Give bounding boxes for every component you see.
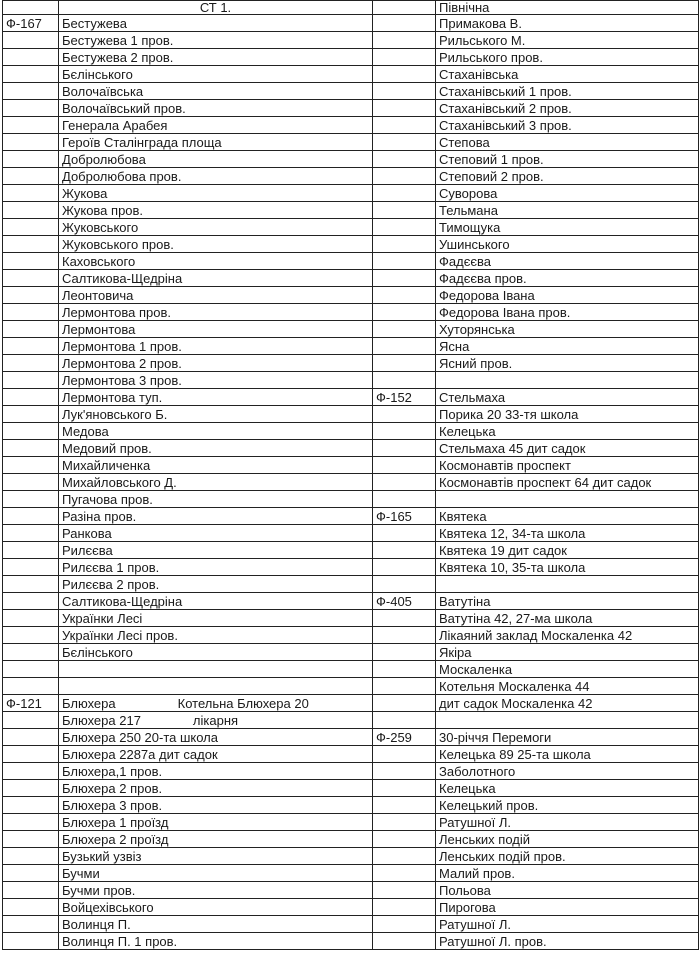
feeder-code-left [3, 661, 59, 678]
street-right: Стельмаха [436, 389, 699, 406]
feeder-code-left [3, 338, 59, 355]
feeder-code-right [373, 236, 436, 253]
feeder-code-right [373, 474, 436, 491]
feeder-code-right [373, 66, 436, 83]
table-row [3, 474, 699, 491]
table-row [3, 644, 699, 661]
header-section-title: СТ 1. [59, 1, 373, 15]
feeder-code-right [373, 372, 436, 389]
street-right: Якіра [436, 644, 699, 661]
feeder-code-right [373, 253, 436, 270]
street-left: Волинця П. [59, 916, 373, 933]
table-row [3, 916, 699, 933]
street-right: Ватутіна [436, 593, 699, 610]
street-left: Жуковського [59, 219, 373, 236]
table-row [3, 66, 699, 83]
feeder-code-left [3, 882, 59, 899]
table-row [3, 236, 699, 253]
feeder-code-left [3, 644, 59, 661]
street-right: Стаханівський 2 пров. [436, 100, 699, 117]
street-right: Космонавтів проспект [436, 457, 699, 474]
street-left: Блюхера 2 проїзд [59, 831, 373, 848]
street-right [436, 712, 699, 729]
street-right: Ратушної Л. [436, 814, 699, 831]
street-name: Блюхера 217 [62, 712, 141, 728]
street-right: Примакова В. [436, 15, 699, 32]
feeder-code-left [3, 270, 59, 287]
street-right: Келецька 89 25-та школа [436, 746, 699, 763]
feeder-code-left [3, 831, 59, 848]
street-right: Ясний пров. [436, 355, 699, 372]
street-right: 30-річчя Перемоги [436, 729, 699, 746]
table-row [3, 729, 699, 746]
feeder-code-right [373, 865, 436, 882]
feeder-code-left [3, 746, 59, 763]
header-district: Північна [436, 1, 699, 15]
table-row [3, 338, 699, 355]
street-right: Федорова Івана пров. [436, 304, 699, 321]
feeder-code-right [373, 882, 436, 899]
table-row [3, 219, 699, 236]
street-left: Блюхера 250 20-та школа [59, 729, 373, 746]
street-left: Жукова пров. [59, 202, 373, 219]
street-left: Жуковського пров. [59, 236, 373, 253]
table-header-row [3, 1, 699, 15]
feeder-code-left [3, 525, 59, 542]
street-name: Блюхера [62, 695, 116, 711]
feeder-code-right [373, 100, 436, 117]
street-right [436, 491, 699, 508]
table-row [3, 304, 699, 321]
street-left: Блюхера 3 пров. [59, 797, 373, 814]
feeder-code-left [3, 865, 59, 882]
street-left: Каховського [59, 253, 373, 270]
feeder-code-left [3, 202, 59, 219]
street-left: Леонтовича [59, 287, 373, 304]
feeder-code-right [373, 151, 436, 168]
feeder-code-left [3, 491, 59, 508]
street-left: Салтикова-Щедріна [59, 593, 373, 610]
feeder-code-left [3, 372, 59, 389]
feeder-code-left [3, 610, 59, 627]
table-row [3, 746, 699, 763]
table-row [3, 253, 699, 270]
street-left: Бєлінського [59, 66, 373, 83]
street-left: Лук'яновського Б. [59, 406, 373, 423]
table-row [3, 151, 699, 168]
feeder-code-left [3, 814, 59, 831]
feeder-code-left [3, 185, 59, 202]
street-left: Бучми пров. [59, 882, 373, 899]
street-right: Лікаяний заклад Москаленка 42 [436, 627, 699, 644]
feeder-code-right [373, 695, 436, 712]
street-right: Хуторянська [436, 321, 699, 338]
feeder-code-right [373, 32, 436, 49]
street-list-document [2, 0, 698, 966]
header-code-left [3, 1, 59, 15]
feeder-code-right [373, 525, 436, 542]
street-right: Степовий 2 пров. [436, 168, 699, 185]
feeder-code-right [373, 440, 436, 457]
street-right: Квятека 12, 34-та школа [436, 525, 699, 542]
table-row [3, 83, 699, 100]
table-row [3, 270, 699, 287]
street-right: Польова [436, 882, 699, 899]
feeder-code-left [3, 219, 59, 236]
feeder-code-right [373, 797, 436, 814]
feeder-code-right [373, 457, 436, 474]
feeder-code-right [373, 610, 436, 627]
feeder-code-left [3, 134, 59, 151]
feeder-code-right [373, 780, 436, 797]
feeder-code-right [373, 338, 436, 355]
table-row [3, 763, 699, 780]
feeder-code-right [373, 423, 436, 440]
feeder-code-right [373, 899, 436, 916]
table-row [3, 899, 699, 916]
street-left: Пугачова пров. [59, 491, 373, 508]
street-left: Блюхера,1 пров. [59, 763, 373, 780]
street-right: Степова [436, 134, 699, 151]
street-left: Медовий пров. [59, 440, 373, 457]
feeder-code-right [373, 933, 436, 950]
table-row [3, 49, 699, 66]
feeder-code-left [3, 780, 59, 797]
street-left: Рилєєва [59, 542, 373, 559]
feeder-code-right [373, 270, 436, 287]
street-left: Лермонтова пров. [59, 304, 373, 321]
street-left: Разіна пров. [59, 508, 373, 525]
street-left: Ранкова [59, 525, 373, 542]
street-right: Федорова Івана [436, 287, 699, 304]
table-row [3, 831, 699, 848]
table-row [3, 678, 699, 695]
street-note: лікарня [192, 712, 239, 728]
table-row [3, 814, 699, 831]
street-right: Москаленка [436, 661, 699, 678]
table-row [3, 202, 699, 219]
table-row [3, 100, 699, 117]
street-right: Ленських подій пров. [436, 848, 699, 865]
feeder-code-right [373, 134, 436, 151]
street-left [59, 712, 373, 729]
street-left: Лермонтова 1 пров. [59, 338, 373, 355]
feeder-code-right [373, 916, 436, 933]
feeder-code-left [3, 559, 59, 576]
feeder-code-right [373, 814, 436, 831]
street-left: Лермонтова 2 пров. [59, 355, 373, 372]
table-row [3, 525, 699, 542]
street-left: Войцехівського [59, 899, 373, 916]
street-left: Бестужева 1 пров. [59, 32, 373, 49]
street-left: Волочаївський пров. [59, 100, 373, 117]
feeder-code-right [373, 185, 436, 202]
street-right: Рильського пров. [436, 49, 699, 66]
street-right: Рильського М. [436, 32, 699, 49]
feeder-code-right [373, 831, 436, 848]
feeder-code-left [3, 440, 59, 457]
feeder-code-right [373, 117, 436, 134]
street-left: Бєлінського [59, 644, 373, 661]
table-row [3, 542, 699, 559]
street-left: Блюхера 2287а дит садок [59, 746, 373, 763]
street-left: Героїв Сталінграда площа [59, 134, 373, 151]
street-right: Келецький пров. [436, 797, 699, 814]
feeder-code-left: Ф-121 [3, 695, 59, 712]
feeder-code-left: Ф-167 [3, 15, 59, 32]
feeder-code-left [3, 321, 59, 338]
table-row [3, 287, 699, 304]
street-right: Ратушної Л. пров. [436, 933, 699, 950]
header-code-right [373, 1, 436, 15]
table-row [3, 933, 699, 950]
feeder-code-right [373, 304, 436, 321]
street-left: Українки Лесі пров. [59, 627, 373, 644]
street-right: Суворова [436, 185, 699, 202]
feeder-code-left [3, 678, 59, 695]
feeder-code-left [3, 304, 59, 321]
feeder-code-left [3, 423, 59, 440]
feeder-code-right [373, 355, 436, 372]
street-right: Квятека [436, 508, 699, 525]
street-left: Бестужева [59, 15, 373, 32]
street-right: Заболотного [436, 763, 699, 780]
street-left: Жукова [59, 185, 373, 202]
table-row [3, 882, 699, 899]
feeder-code-right [373, 49, 436, 66]
feeder-code-right [373, 644, 436, 661]
street-left: Українки Лесі [59, 610, 373, 627]
street-left: Волинця П. 1 пров. [59, 933, 373, 950]
street-left: Михайловського Д. [59, 474, 373, 491]
table-row [3, 712, 699, 729]
street-right: Пирогова [436, 899, 699, 916]
street-left [59, 695, 373, 712]
street-note: Котельна Блюхера 20 [177, 695, 309, 711]
street-left: Добролюбова пров. [59, 168, 373, 185]
street-right: Фадєєва пров. [436, 270, 699, 287]
feeder-code-right [373, 83, 436, 100]
street-right: Стельмаха 45 дит садок [436, 440, 699, 457]
feeder-code-left [3, 83, 59, 100]
feeder-code-left [3, 236, 59, 253]
feeder-code-left [3, 406, 59, 423]
street-right: Стаханівський 3 пров. [436, 117, 699, 134]
table-row [3, 848, 699, 865]
street-right: дит садок Москаленка 42 [436, 695, 699, 712]
street-left: Михайличенка [59, 457, 373, 474]
street-left: Волочаївська [59, 83, 373, 100]
feeder-code-left [3, 593, 59, 610]
feeder-code-left [3, 32, 59, 49]
feeder-code-left [3, 763, 59, 780]
feeder-code-left [3, 627, 59, 644]
feeder-code-right: Ф-152 [373, 389, 436, 406]
feeder-code-right [373, 219, 436, 236]
feeder-code-right [373, 202, 436, 219]
street-right: Малий пров. [436, 865, 699, 882]
table-row [3, 695, 699, 712]
feeder-code-left [3, 542, 59, 559]
street-left: Лермонтова туп. [59, 389, 373, 406]
feeder-code-left [3, 117, 59, 134]
feeder-code-left [3, 66, 59, 83]
feeder-code-left [3, 168, 59, 185]
table-row [3, 576, 699, 593]
feeder-code-left [3, 49, 59, 66]
street-left: Лермонтова 3 пров. [59, 372, 373, 389]
street-left: Медова [59, 423, 373, 440]
table-row [3, 559, 699, 576]
table-row [3, 865, 699, 882]
street-left [59, 661, 373, 678]
table-row [3, 440, 699, 457]
street-left [59, 678, 373, 695]
street-table [2, 0, 699, 950]
feeder-code-right [373, 763, 436, 780]
feeder-code-right [373, 559, 436, 576]
street-left: Добролюбова [59, 151, 373, 168]
feeder-code-right [373, 287, 436, 304]
table-row [3, 627, 699, 644]
table-row [3, 321, 699, 338]
feeder-code-right [373, 661, 436, 678]
feeder-code-left [3, 916, 59, 933]
feeder-code-right [373, 406, 436, 423]
feeder-code-right [373, 678, 436, 695]
street-right: Келецька [436, 780, 699, 797]
table-body [3, 15, 699, 950]
table-row [3, 117, 699, 134]
feeder-code-left [3, 355, 59, 372]
street-right: Тельмана [436, 202, 699, 219]
feeder-code-left [3, 100, 59, 117]
street-right: Келецька [436, 423, 699, 440]
street-left: Рилєєва 1 пров. [59, 559, 373, 576]
street-left: Рилєєва 2 пров. [59, 576, 373, 593]
table-row [3, 508, 699, 525]
feeder-code-left [3, 933, 59, 950]
feeder-code-right: Ф-405 [373, 593, 436, 610]
street-left: Блюхера 1 проїзд [59, 814, 373, 831]
table-row [3, 610, 699, 627]
table-row [3, 185, 699, 202]
feeder-code-right [373, 168, 436, 185]
table-row [3, 780, 699, 797]
table-row [3, 355, 699, 372]
street-right: Ленських подій [436, 831, 699, 848]
feeder-code-right [373, 542, 436, 559]
feeder-code-left [3, 576, 59, 593]
feeder-code-left [3, 151, 59, 168]
street-right: Котельня Москаленка 44 [436, 678, 699, 695]
table-row [3, 593, 699, 610]
table-row [3, 134, 699, 151]
street-left: Лермонтова [59, 321, 373, 338]
feeder-code-left [3, 729, 59, 746]
table-row [3, 661, 699, 678]
feeder-code-left [3, 797, 59, 814]
street-left: Бузький узвіз [59, 848, 373, 865]
street-right [436, 372, 699, 389]
table-row [3, 797, 699, 814]
table-row [3, 457, 699, 474]
table-row [3, 15, 699, 32]
feeder-code-left [3, 712, 59, 729]
feeder-code-right [373, 712, 436, 729]
street-left: Бестужева 2 пров. [59, 49, 373, 66]
street-right: Космонавтів проспект 64 дит садок [436, 474, 699, 491]
street-right: Квятека 10, 35-та школа [436, 559, 699, 576]
street-left: Блюхера 2 пров. [59, 780, 373, 797]
street-right: Фадєєва [436, 253, 699, 270]
feeder-code-right [373, 576, 436, 593]
table-row [3, 389, 699, 406]
street-right: Ватутіна 42, 27-ма школа [436, 610, 699, 627]
street-right: Квятека 19 дит садок [436, 542, 699, 559]
street-left: Салтикова-Щедріна [59, 270, 373, 287]
feeder-code-right [373, 491, 436, 508]
street-right: Ратушної Л. [436, 916, 699, 933]
table-row [3, 406, 699, 423]
table-row [3, 423, 699, 440]
feeder-code-right [373, 15, 436, 32]
street-right: Ушинського [436, 236, 699, 253]
feeder-code-left [3, 508, 59, 525]
street-right: Степовий 1 пров. [436, 151, 699, 168]
feeder-code-right [373, 848, 436, 865]
table-row [3, 168, 699, 185]
feeder-code-right: Ф-259 [373, 729, 436, 746]
feeder-code-left [3, 287, 59, 304]
street-right: Порика 20 33-тя школа [436, 406, 699, 423]
feeder-code-left [3, 457, 59, 474]
feeder-code-left [3, 899, 59, 916]
street-right: Тимощука [436, 219, 699, 236]
feeder-code-left [3, 389, 59, 406]
feeder-code-left [3, 848, 59, 865]
street-left: Генерала Арабея [59, 117, 373, 134]
table-row [3, 32, 699, 49]
table-row [3, 372, 699, 389]
feeder-code-right [373, 627, 436, 644]
street-right: Стаханівська [436, 66, 699, 83]
street-right: Ясна [436, 338, 699, 355]
feeder-code-left [3, 474, 59, 491]
feeder-code-left [3, 253, 59, 270]
feeder-code-right [373, 321, 436, 338]
street-left: Бучми [59, 865, 373, 882]
feeder-code-right: Ф-165 [373, 508, 436, 525]
street-right: Стаханівський 1 пров. [436, 83, 699, 100]
table-row [3, 491, 699, 508]
feeder-code-right [373, 746, 436, 763]
street-right [436, 576, 699, 593]
